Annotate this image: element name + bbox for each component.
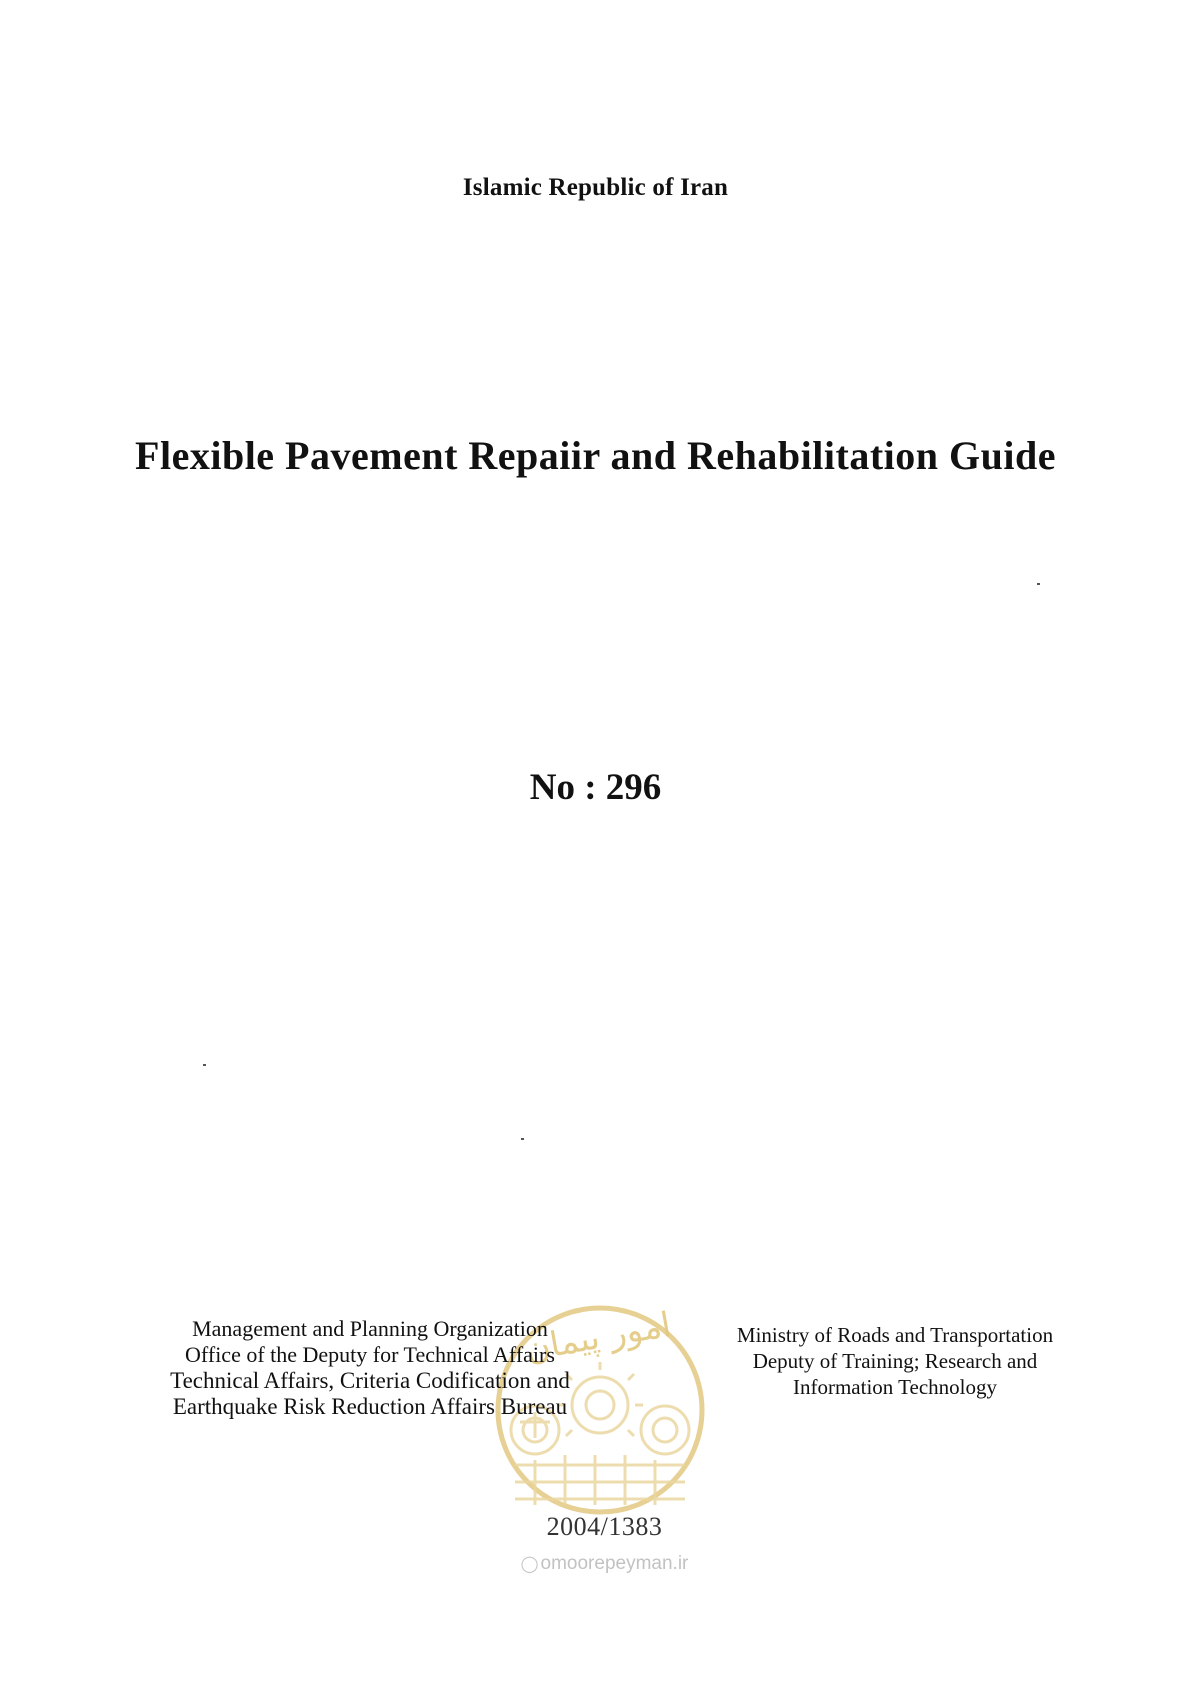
left-issuer-line: Office of the Deputy for Technical Affairs	[185, 1342, 555, 1367]
watermark-site-text: omoorepeyman.ir	[540, 1553, 689, 1574]
publication-year: 2004/1383	[546, 1512, 663, 1541]
right-issuer-block	[712, 1322, 1078, 1400]
left-issuer-line: Technical Affairs, Criteria Codification and	[170, 1368, 570, 1393]
watermark-site	[0, 1553, 1191, 1575]
document-number: No : 296	[529, 767, 662, 808]
right-issuer-line: Deputy of Training; Research and	[752, 1349, 1038, 1373]
scan-speck	[521, 1138, 524, 1140]
right-issuer-line: Ministry of Roads and Transportation	[736, 1323, 1054, 1347]
scan-speck	[203, 1064, 206, 1066]
left-issuer-line: Management and Planning Organization	[192, 1316, 548, 1341]
watermark-logo-text: امور پیمان	[522, 1304, 675, 1370]
scan-speck	[1037, 583, 1040, 585]
left-issuer-line: Earthquake Risk Reduction Affairs Bureau	[172, 1394, 568, 1419]
globe-icon: ◯	[520, 1556, 539, 1573]
right-issuer-line: Information Technology	[792, 1375, 997, 1399]
left-issuer-block	[150, 1316, 590, 1420]
country-heading: Islamic Republic of Iran	[462, 174, 729, 201]
document-title: Flexible Pavement Repaiir and Rehabilitation Guide	[135, 433, 1056, 478]
